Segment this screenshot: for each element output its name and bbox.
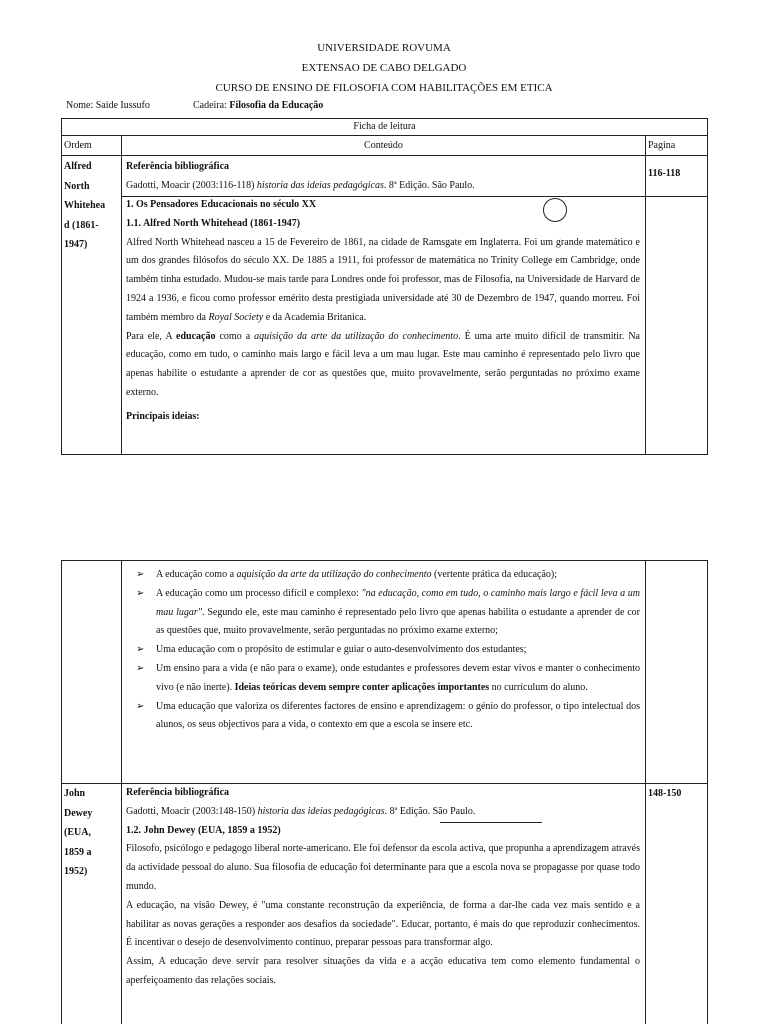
reference-heading: Referência bibliográfica xyxy=(126,161,230,172)
list-item: ➢ Uma educação que valoriza os diferentes factores de ensino e aprendizagem: o génio do professor, o tipo intelectual dos alunos, os seus objectivos para a vida, o contexto em que a escola se insere etc. xyxy=(136,700,640,731)
author-line: d (1861- xyxy=(64,219,99,231)
main-ideas-heading: Principais ideias: xyxy=(126,410,200,422)
author-line: (EUA, xyxy=(64,827,91,838)
author-line: John xyxy=(64,788,86,799)
author-cell xyxy=(64,784,92,882)
page-range: 116-118 xyxy=(648,168,681,179)
biography-paragraph: Alfred North Whitehead nasceu a 15 de Fevereiro de 1861, na cidade de Ramsgate em Inglaterra. Foi um grande matemático e um dos grandes filósofos do século XX. De 1885 a 1911, foi professor de matemática no Trinity College em Cambridge, onde também tinha estudado. Mudou-se mais tarde para Londres onde foi professor, mas de Filosofia, na Universidade de Harvard de 1924 a 1936, e ficou como professor emérito desta prestigiada universidade até 30 de Dezembro de 1947, quando morreu. Foi também membro da Royal Society e da Academia Britanica. xyxy=(126,236,640,323)
reference-text: Gadotti, Moacir (2003:116-118) historia das ideias pedagógicas. 8ª Edição. São Paulo. xyxy=(126,180,475,191)
conclusion-paragraph: Assim, A educação deve servir para resolver situações da vida e a acção educativa tem como elemento fundamental o aperfeiçoamento das relações sociais. xyxy=(126,956,640,986)
author-line: Dewey xyxy=(64,807,93,819)
author-line: North xyxy=(64,180,90,192)
author-line: 1859 a xyxy=(64,846,92,858)
page-range: 148-150 xyxy=(648,788,682,799)
content-block xyxy=(126,784,640,991)
subject-line xyxy=(193,98,323,114)
author-line: 1952) xyxy=(64,866,88,877)
ideas-list xyxy=(126,566,640,735)
reference-block xyxy=(126,157,640,195)
subsection-heading: 1.1. Alfred North Whitehead (1861-1947) xyxy=(126,217,301,229)
list-item: ➢ Um ensino para a vida (e não para o exame), onde estudantes e professores devem estar vivos e manter o conhecimento vivo (e não inerte). Ideias teóricas devem sempre conter aplicações importantes no currículum do aluno. xyxy=(136,662,640,693)
sheet-title: Ficha de leitura xyxy=(353,121,416,132)
education-paragraph: A educação, na visão Dewey, é "uma constante reconstrução da experiência, de forma a dar-lhe cada vez mais sentido e a habilitar as novas gerações a responder aos desafios da sociedade". Educar, portanto, é mais do que reproduzir conhecimentos. É incentivar o desejo de desenvolvimento contínuo, preparar pessoas para transformar algo. xyxy=(126,899,640,949)
list-item: ➢ Uma educação com o propósito de estimular e guiar o auto-desenvolvimento dos estudantes; xyxy=(136,644,527,656)
content-block xyxy=(126,196,640,427)
reference-text: Gadotti, Moacir (2003:148-150) historia das ideias pedagógicas. 8ª Edição. São Paulo. xyxy=(126,805,476,817)
author-line: Whitehea xyxy=(64,200,106,211)
student-name: Nome: Saide Iussufo xyxy=(66,100,150,111)
section-heading: 1. Os Pensadores Educacionais no século XX xyxy=(126,199,317,210)
column-header-pagina: Pagina xyxy=(648,140,676,151)
subject-value: Filosofia da Educação xyxy=(229,100,324,111)
subsection-heading: 1.2. John Dewey (EUA, 1859 a 1952) xyxy=(126,824,281,836)
course-title: CURSO DE ENSINO DE FILOSOFIA COM HABILITAÇÕES EM ETICA xyxy=(215,82,553,94)
author-cell xyxy=(64,157,105,255)
biography-paragraph: Filosofo, psicólogo e pedagogo liberal norte-americano. Ele foi defensor da escola activa, que propunha a aprendizagem através da actividade pessoal do aluno. Sua filosofia de educação foi determinante para que a escola nova se propagasse por quase todo mundo. xyxy=(126,843,640,892)
column-header-ordem: Ordem xyxy=(64,140,92,151)
reference-heading: Referência bibliográfica xyxy=(126,787,230,798)
author-line: 1947) xyxy=(64,239,88,250)
education-paragraph: Para ele, A educação como a aquisição da arte da utilização do conhecimento. É uma arte muito difícil de transmitir. Na educação, como em tudo, o caminho mais largo e fácil leva a um mau lugar. Este mau caminho é representado pelo livro que apenas habilite o estudante a aprender de cor as questões que, muito provavelmente, serão perguntadas no próximo exame externo. xyxy=(126,330,640,398)
extension-title: EXTENSAO DE CABO DELGADO xyxy=(301,62,467,74)
author-line: Alfred xyxy=(64,161,92,172)
subject-label: Cadeira: xyxy=(193,100,227,111)
list-item: ➢ A educação como a aquisição da arte da utilização do conhecimento (vertente prática da educação); xyxy=(136,569,557,580)
university-title: UNIVERSIDADE ROVUMA xyxy=(317,42,451,54)
list-item: ➢ A educação como um processo difícil e complexo: "na educação, como em tudo, o caminho mais largo e fácil leva a um mau lugar". Segundo ele, este mau caminho é representado pelo livro que apenas habilita o estudante a aprender de cor as questões que, muito provavelmente, serão perguntadas no próximo exame externo; xyxy=(136,587,641,637)
column-header-conteudo: Conteúdo xyxy=(364,140,403,151)
